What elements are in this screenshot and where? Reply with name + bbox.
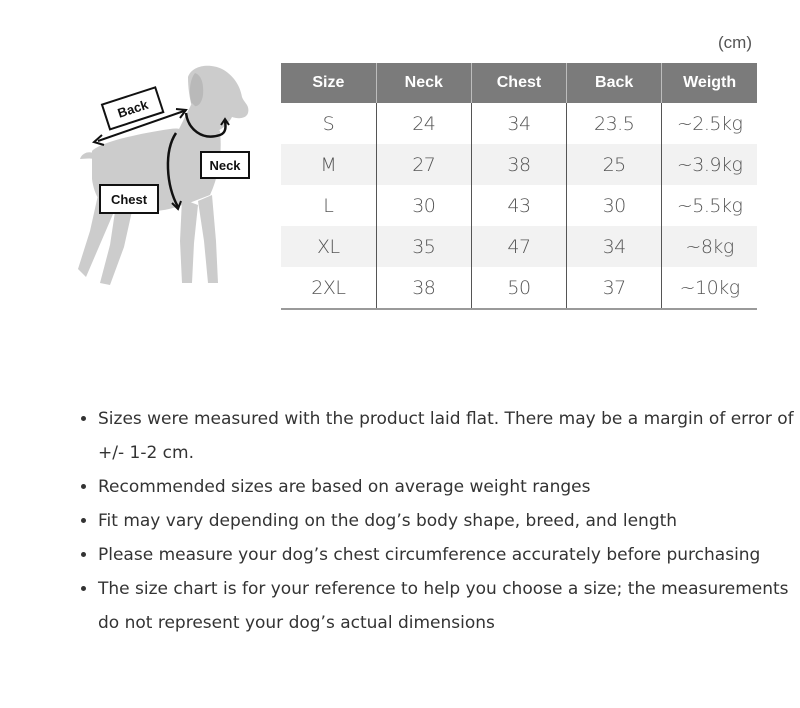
cell-weight: ~2.5kg bbox=[662, 103, 757, 144]
cell-size: 2XL bbox=[281, 267, 376, 309]
cell-size: XL bbox=[281, 226, 376, 267]
svg-text:Chest: Chest bbox=[110, 192, 148, 207]
cell-back: 37 bbox=[567, 267, 662, 309]
cell-back: 23.5 bbox=[567, 103, 662, 144]
note-item: • Fit may vary depending on the dog’s body shape, breed, and length bbox=[98, 504, 798, 538]
table-row bbox=[281, 185, 757, 226]
cell-size: S bbox=[322, 112, 335, 135]
cell-neck: 27 bbox=[376, 144, 471, 185]
chest-label bbox=[100, 185, 158, 213]
cell-weight: ~3.9kg bbox=[662, 144, 757, 185]
notes-list bbox=[78, 402, 798, 640]
cell-back: 25 bbox=[567, 144, 662, 185]
cell-back: 30 bbox=[567, 185, 662, 226]
cell-chest: 47 bbox=[471, 226, 566, 267]
cell-chest: 43 bbox=[471, 185, 566, 226]
cell-chest: 50 bbox=[471, 267, 566, 309]
table-row bbox=[281, 144, 757, 185]
note-item: • The size chart is for your reference to help you choose a size; the measurements do not represent your dog’s actual dimensions bbox=[98, 572, 798, 640]
cell-neck: 30 bbox=[376, 185, 471, 226]
svg-text:Back: Back bbox=[115, 96, 150, 121]
cell-size: L bbox=[323, 194, 334, 217]
cell-weight: ~8kg bbox=[662, 226, 757, 267]
dog-measurement-diagram bbox=[70, 55, 270, 295]
svg-text:Neck: Neck bbox=[209, 158, 241, 173]
table-row bbox=[281, 103, 757, 144]
header-size: Size bbox=[281, 63, 376, 103]
cell-weight: ~10kg bbox=[662, 267, 757, 309]
cell-size: M bbox=[281, 144, 376, 185]
cell-weight: ~5.5kg bbox=[662, 185, 757, 226]
note-item: • Please measure your dog’s chest circumference accurately before purchasing bbox=[98, 538, 798, 572]
unit-label: (cm) bbox=[718, 33, 752, 52]
cell-chest: 38 bbox=[471, 144, 566, 185]
header-neck: Neck bbox=[376, 63, 471, 103]
note-item: • Sizes were measured with the product laid flat. There may be a margin of error of +/- 1-2 cm. bbox=[98, 402, 798, 470]
cell-neck: 38 bbox=[376, 267, 471, 309]
cell-back: 34 bbox=[567, 226, 662, 267]
neck-label bbox=[201, 152, 249, 178]
note-item: • Recommended sizes are based on average weight ranges bbox=[98, 470, 798, 504]
table-header-row bbox=[281, 63, 757, 103]
cell-neck: 24 bbox=[376, 103, 471, 144]
cell-neck: 35 bbox=[376, 226, 471, 267]
back-label bbox=[102, 87, 163, 129]
size-chart-table bbox=[281, 63, 757, 310]
header-back: Back bbox=[567, 63, 662, 103]
table-row bbox=[281, 226, 757, 267]
table-row bbox=[281, 267, 757, 309]
header-weight: Weigth bbox=[662, 63, 757, 103]
cell-chest: 34 bbox=[471, 103, 566, 144]
header-chest: Chest bbox=[471, 63, 566, 103]
